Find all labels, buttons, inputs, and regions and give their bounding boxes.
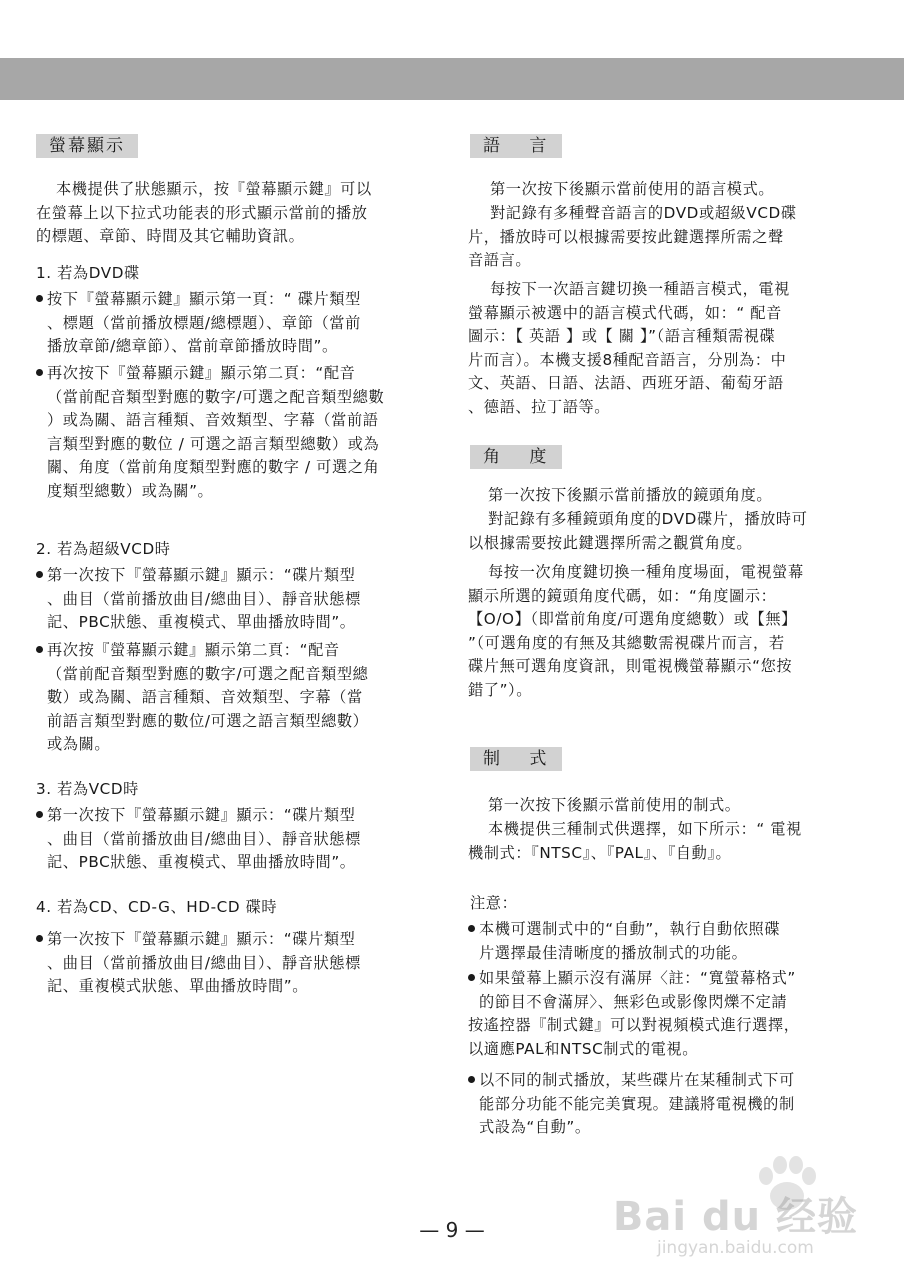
bullet-dot: [36, 935, 43, 942]
intro-line: 的標題、章節、時間及其它輔助資訊。: [36, 227, 305, 245]
angle-para2: 對記錄有多種鏡頭角度的DVD碟片，播放時可 以根據需要按此鍵選擇所需之觀賞角度。: [468, 510, 808, 552]
watermark: [613, 1185, 858, 1258]
format-para2: 本機提供三種制式供選擇，如下所示：“ 電視 機制式：『NTSC』、『PAL』、『自動』。: [468, 820, 802, 862]
case-title-dvd: 1. 若為DVD碟: [36, 264, 140, 282]
bullet-dot: [36, 571, 43, 578]
angle-para1: 第一次按下後顯示當前播放的鏡頭角度。: [488, 486, 773, 504]
bullet-dot: [468, 974, 475, 981]
bullet-dot: [36, 811, 43, 818]
bullet-dot: [36, 295, 43, 302]
bullet-dvd-page1: 按下『螢幕顯示鍵』顯示第一頁：“ 碟片類型 、標題（當前播放標題/總標題）、章節（當前 播放章節/總章節）、當前章節播放時間”。: [36, 288, 361, 359]
note-bullet-format: 以不同的制式播放，某些碟片在某種制式下可 能部分功能不能完美實現。建議將電視機的制 式設為“自動”。: [468, 1069, 795, 1140]
format-para1: 第一次按下後顯示當前使用的制式。: [488, 796, 741, 814]
section-heading-angle: 角 度: [470, 445, 562, 469]
bullet-dvd-page2: 再次按下『螢幕顯示鍵』顯示第二頁：“配音 （當前配音類型對應的數字/可選之配音類型總數 ）或為關、語言種類、音效類型、字幕（當前語 言類型對應的數位 / 可選之語言類型總數）或為 關、角度（當前角度類型對應的數字 / 可選之角 度類型總數）或為關”。: [36, 362, 384, 503]
case-title-cd: 4. 若為CD、CD-G、HD-CD 碟時: [36, 898, 278, 916]
intro-line: 本機提供了狀態顯示，按『螢幕顯示鍵』可以: [56, 180, 372, 198]
section-heading-format: 制 式: [470, 747, 562, 771]
case-title-svcd: 2. 若為超級VCD時: [36, 540, 171, 558]
bullet-dot: [468, 1076, 475, 1083]
section-heading-display: 螢幕顯示: [36, 134, 138, 158]
case-title-vcd: 3. 若為VCD時: [36, 780, 139, 798]
angle-para3: 每按一次角度鍵切換一種角度場面，電視螢幕 顯示所選的鏡頭角度代碼，如：“角度圖示： 【O/O】（即當前角度/可選角度總數）或【無】 ”（可選角度的有無及其總數需視碟片而言，若 碟片無可選角度資訊，則電視機螢幕顯示“您按 錯了”）。: [468, 563, 804, 699]
intro-line: 在螢幕上以下拉式功能表的形式顯示當前的播放: [36, 203, 368, 222]
section-heading-language: 語 言: [470, 134, 562, 158]
bullet-cd: 第一次按下『螢幕顯示鍵』顯示：“碟片類型 、曲目（當前播放曲目/總曲目）、靜音狀態標 記、重複模式狀態、單曲播放時間”。: [36, 928, 361, 999]
watermark-brand: Bai du 经验: [612, 1194, 858, 1240]
header-band: [0, 58, 904, 100]
bullet-svcd-page2: 再次按『螢幕顯示鍵』顯示第二頁：“配音 （當前配音類型對應的數字/可選之配音類型總 數）或為關、語言種類、音效類型、字幕（當 前語言類型對應的數位/可選之語言類型總數） 或為關。: [36, 639, 368, 757]
note-title: 注意：: [470, 894, 518, 912]
language-para3: 每按下一次語言鍵切換一種語言模式，電視 螢幕顯示被選中的語言模式代碼，如：“ 配音 圖示：【 英語 】或【 關 】”（語言種類需視碟 片而言）。本機支援8種配音語言，分別為：中 文、英語、日語、法語、西班牙語、葡萄牙語 、德語、拉丁語等。: [468, 280, 790, 416]
display-intro: [36, 178, 372, 249]
bullet-dot: [468, 925, 475, 932]
language-para2: 對記錄有多種聲音語言的DVD或超級VCD碟 片，播放時可以根據需要按此鍵選擇所需之聲 音語言。: [468, 204, 797, 269]
watermark-url: jingyan.baidu.com: [656, 1238, 814, 1258]
note-bullet-fullscreen: 如果螢幕上顯示沒有滿屏〈註：“寬螢幕格式” 的節目不會滿屏〉、無彩色或影像閃爍不定請 按遙控器『制式鍵』可以對視頻模式進行選擇， 以適應PAL和NTSC制式的電視。: [468, 969, 800, 1058]
page-number: — 9 —: [419, 1218, 485, 1242]
bullet-dot: [36, 369, 43, 376]
bullet-svcd-page1: 第一次按下『螢幕顯示鍵』顯示：“碟片類型 、曲目（當前播放曲目/總曲目）、靜音狀態標 記、PBC狀態、重複模式、單曲播放時間”。: [36, 564, 361, 635]
language-para1: 第一次按下後顯示當前使用的語言模式。: [490, 180, 775, 198]
bullet-dot: [36, 646, 43, 653]
bullet-vcd: 第一次按下『螢幕顯示鍵』顯示：“碟片類型 、曲目（當前播放曲目/總曲目）、靜音狀態標 記、PBC狀態、重複模式、單曲播放時間”。: [36, 804, 361, 875]
note-bullet-auto: 本機可選制式中的“自動”，執行自動依照碟 片選擇最佳清晰度的播放制式的功能。: [468, 918, 780, 965]
